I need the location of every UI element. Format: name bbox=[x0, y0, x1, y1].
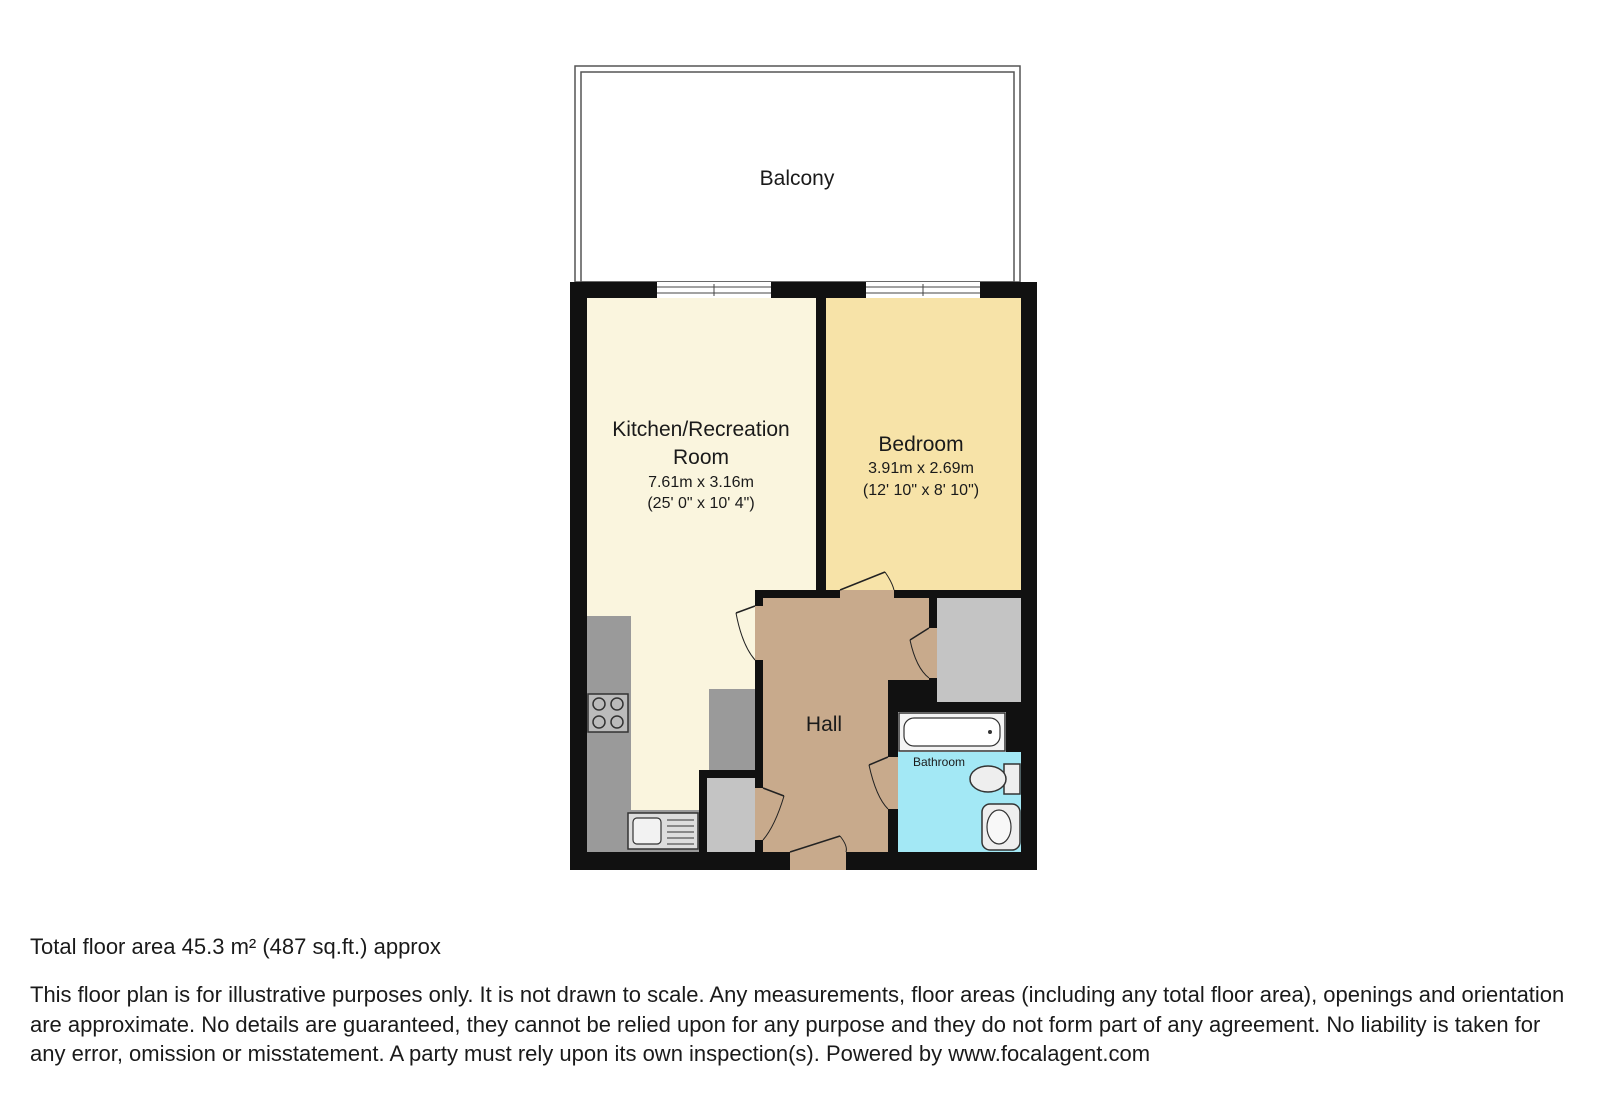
kitchen-window bbox=[657, 282, 771, 298]
bedroom-size-metric: 3.91m x 2.69m bbox=[868, 460, 974, 477]
sink-icon bbox=[628, 813, 698, 849]
hall-label: Hall bbox=[805, 713, 843, 736]
bedroom-window bbox=[866, 282, 980, 298]
disclaimer-text: This floor plan is for illustrative purposes only. It is not drawn to scale. Any measurements, floor areas (including any total floor area), openings and orientation are approximate. No details are guaranteed, they cannot be relied upon for any purpose and they do not form part of any agreement. No liability is taken for any error, omission or misstatement. A party must rely upon its own inspection(s). Powered by www.focalagent.com bbox=[30, 982, 1565, 1066]
hob-icon bbox=[588, 694, 628, 732]
kitchen-size-imperial: (25' 0" x 10' 4") bbox=[647, 495, 755, 512]
hall-upper-extension bbox=[763, 598, 929, 680]
kitchen-name-line1: Kitchen/Recreation bbox=[612, 418, 790, 441]
storage-cupboard bbox=[937, 598, 1021, 702]
kitchen-size-metric: 7.61m x 3.16m bbox=[648, 474, 754, 491]
tall-unit bbox=[709, 689, 755, 770]
bedroom-name: Bedroom bbox=[878, 433, 964, 456]
kitchen-name-line2: Room bbox=[672, 446, 730, 469]
bathroom-label: Bathroom bbox=[912, 755, 966, 769]
storage-unit bbox=[707, 778, 755, 852]
balcony-label: Balcony bbox=[759, 167, 835, 190]
basin-icon bbox=[982, 804, 1020, 850]
toilet-icon bbox=[970, 764, 1020, 794]
bedroom-size-imperial: (12' 10" x 8' 10") bbox=[862, 482, 980, 499]
bath-icon bbox=[899, 713, 1005, 751]
total-floor-area: Total floor area 45.3 m² (487 sq.ft.) approx bbox=[30, 934, 441, 959]
